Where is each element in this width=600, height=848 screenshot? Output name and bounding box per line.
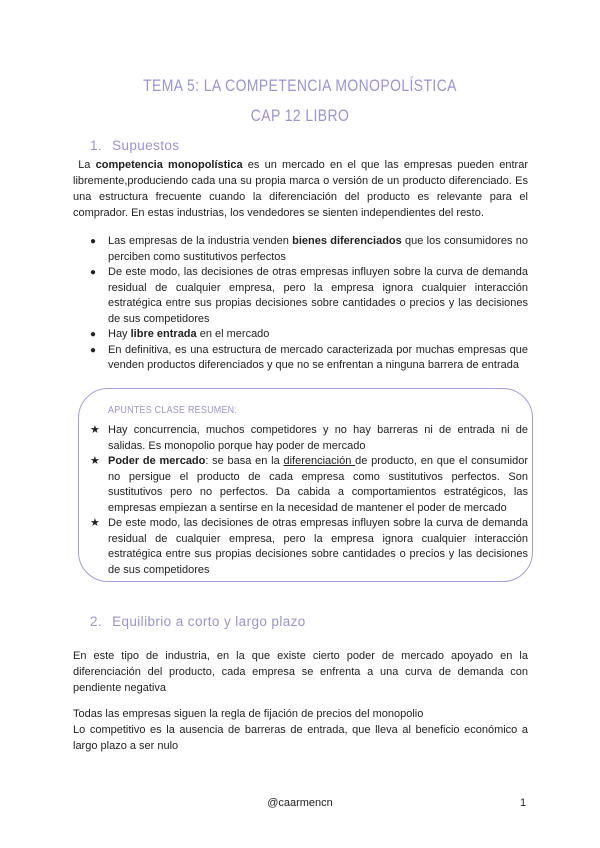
section-2-title: Equilibrio a corto y largo plazo (112, 614, 306, 629)
section-1-title: Supuestos (112, 138, 180, 153)
star-icon: ★ (90, 455, 100, 467)
bullet-text: De este modo, las decisiones de otras empresas influyen sobre la curva de demanda residual de cualquier empresa, pero la empresa ignora cualquier interacción estratégica entre sus propias decisiones sobre cantidades o precios y las decisiones de sus competidores (108, 266, 528, 325)
document-title: TEMA 5: LA COMPETENCIA MONOPOLÍSTICA (143, 76, 457, 95)
section-2-paragraph-1: En este tipo de industria, en la que existe cierto poder de mercado apoyado en la diferenciación del producto, cada empresa se enfrenta a una curva de demanda con pendiente negativa (73, 650, 528, 694)
summary-text: Hay concurrencia, muchos competidores y no hay barreras ni de entrada ni de salidas. Es monopolio porque hay poder de mercado (108, 424, 528, 452)
bullet-icon: ● (90, 344, 97, 356)
bullet-bold: bienes diferenciados (292, 235, 402, 247)
summary-text: De este modo, las decisiones de otras empresas influyen sobre la curva de demanda residual de cualquier empresa, pero la empresa ignora cualquier interacción estratégica entre sus propias decisiones sobre cantidades o precios y las decisiones de sus competidores (108, 517, 528, 576)
bullet-text: en el mercado (196, 328, 270, 340)
star-icon: ★ (90, 517, 100, 529)
intro-pre: La (78, 159, 96, 171)
summary-star-list (90, 423, 528, 578)
footer-handle: @caarmencn (267, 797, 333, 809)
bullet-text: En definitiva, es una estructura de mercado caracterizada por muchas empresas que venden productos diferenciados y que no se enfrentan a ninguna barrera de entrada (108, 343, 528, 371)
list-item (90, 454, 528, 516)
page-number: 1 (520, 797, 527, 809)
bullet-text: que los consumidores no perciben como sustitutivos perfectos (108, 235, 528, 263)
section-1-intro (73, 157, 528, 221)
document-subtitle: CAP 12 LIBRO (250, 106, 350, 125)
summary-bold: Poder de mercado (108, 455, 206, 467)
bullet-icon: ● (90, 236, 97, 247)
summary-text: de producto, en que el consumidor no persigue el producto de cada empresa como sustitutivos perfectos. Son sustitutivos pero no perfectos. Da cabida a comportamientos estratégicos, las empresas empiezan a sentirse en la necesidad de mantener el poder de mercado (108, 455, 529, 514)
section-2-number: 2. (90, 614, 103, 629)
summary-text: : se basa en la (205, 455, 284, 467)
list-item (90, 327, 528, 343)
section-2-paragraph-2: Todas las empresas siguen la regla de fijación de precios del monopolio (73, 708, 424, 720)
bullet-icon: ● (90, 267, 97, 278)
star-icon: ★ (90, 424, 100, 436)
bullet-text: Las empresas de la industria venden (108, 235, 293, 247)
section-1-heading (90, 138, 179, 153)
section-2-heading (90, 614, 306, 629)
section-1-number: 1. (90, 138, 103, 153)
bullet-text: Hay (108, 328, 131, 340)
list-item (90, 265, 528, 327)
intro-bold-term: competencia monopolística (95, 159, 243, 171)
section-2-paragraph-3: Lo competitivo es la ausencia de barreras de entrada, que lleva al beneficio económico a largo plazo a ser nulo (73, 724, 528, 752)
list-item (90, 516, 528, 578)
list-item (90, 343, 528, 374)
summary-underline: diferenciación (283, 455, 356, 467)
list-item (90, 423, 528, 454)
summary-box-label: APUNTES CLASE RESUMEN: (108, 404, 238, 416)
section-1-bullet-list (90, 234, 528, 374)
intro-post: es un mercado en el que las empresas pueden entrar libremente,produciendo cada una su propia marca o versión de un producto diferenciado. Es una estructura frecuente cuando la diferenciación del producto es relevante para el comprador. En estas industrias, los vendedores se sienten independientes del resto. (73, 159, 528, 219)
bullet-bold: libre entrada (130, 328, 197, 340)
list-item (90, 234, 528, 265)
bullet-icon: ● (90, 329, 97, 340)
